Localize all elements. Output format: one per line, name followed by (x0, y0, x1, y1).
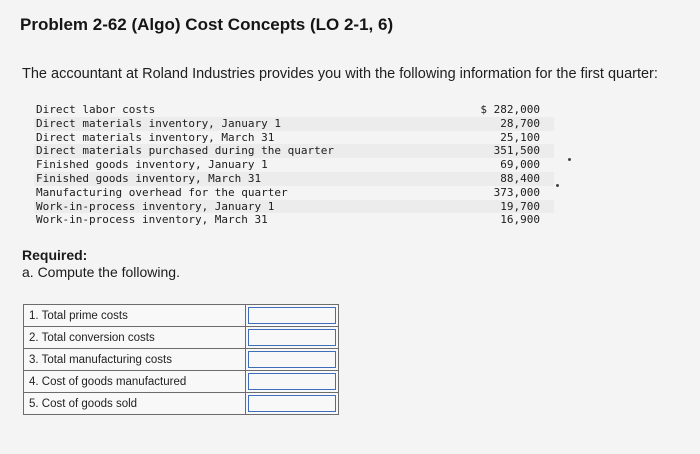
answer-input-cell (246, 327, 339, 349)
total-manufacturing-costs-input[interactable] (248, 351, 336, 368)
cost-data-label: Work-in-process inventory, January 1 (36, 199, 275, 213)
cost-data-row (34, 103, 554, 117)
cost-data-label: Direct materials purchased during the quarter (36, 144, 335, 158)
answer-row (24, 393, 339, 415)
answer-row (24, 327, 339, 349)
cost-data-value: 69,000 (500, 158, 540, 172)
cost-data-value: 25,100 (500, 130, 540, 144)
cost-data-value: 351,500 (493, 144, 540, 158)
answer-label-cost-of-goods-manufactured: 4. Cost of goods manufactured (24, 371, 246, 393)
cost-data-list (34, 103, 554, 227)
cost-data-value: $ 282,000 (480, 103, 540, 116)
decorative-dot (568, 158, 571, 161)
answer-input-cell (246, 349, 339, 371)
cost-of-goods-manufactured-input[interactable] (248, 373, 336, 390)
cost-data-label: Direct labor costs (36, 103, 156, 116)
cost-of-goods-sold-input[interactable] (248, 395, 336, 412)
cost-data-row (34, 144, 554, 158)
required-heading: Required: (22, 247, 88, 263)
answer-row (24, 371, 339, 393)
answer-label-total-prime-costs: 1. Total prime costs (24, 305, 246, 327)
cost-data-value: 19,700 (500, 199, 540, 213)
total-prime-costs-input[interactable] (248, 307, 336, 324)
problem-intro: The accountant at Roland Industries provides you with the following information for the first quarter: (22, 66, 658, 82)
cost-data-row (34, 213, 554, 227)
answer-input-cell (246, 371, 339, 393)
cost-data-row (34, 131, 554, 145)
cost-data-label: Manufacturing overhead for the quarter (36, 185, 288, 199)
answer-label-cost-of-goods-sold: 5. Cost of goods sold (24, 393, 246, 415)
cost-data-label: Direct materials inventory, January 1 (36, 116, 282, 130)
cost-data-row (34, 158, 554, 172)
answer-input-cell (246, 305, 339, 327)
total-conversion-costs-input[interactable] (248, 329, 336, 346)
cost-data-value: 28,700 (500, 116, 540, 130)
cost-data-value: 373,000 (493, 185, 540, 199)
cost-data-label: Work-in-process inventory, March 31 (36, 213, 268, 227)
decorative-dot (556, 184, 559, 187)
answer-label-total-manufacturing-costs: 3. Total manufacturing costs (24, 349, 246, 371)
cost-data-value: 16,900 (500, 213, 540, 227)
problem-title: Problem 2-62 (Algo) Cost Concepts (LO 2-1, 6) (20, 15, 394, 34)
cost-data-row (34, 200, 554, 214)
cost-data-label: Finished goods inventory, January 1 (36, 158, 268, 172)
required-instruction: a. Compute the following. (22, 264, 180, 280)
cost-data-label: Finished goods inventory, March 31 (36, 171, 262, 185)
cost-data-row (34, 172, 554, 186)
answer-row (24, 305, 339, 327)
cost-data-label: Direct materials inventory, March 31 (36, 130, 275, 144)
answer-label-total-conversion-costs: 2. Total conversion costs (24, 327, 246, 349)
cost-data-value: 88,400 (500, 171, 540, 185)
cost-data-row (34, 186, 554, 200)
answer-table (23, 304, 339, 415)
answer-row (24, 349, 339, 371)
cost-data-row (34, 117, 554, 131)
answer-input-cell (246, 393, 339, 415)
